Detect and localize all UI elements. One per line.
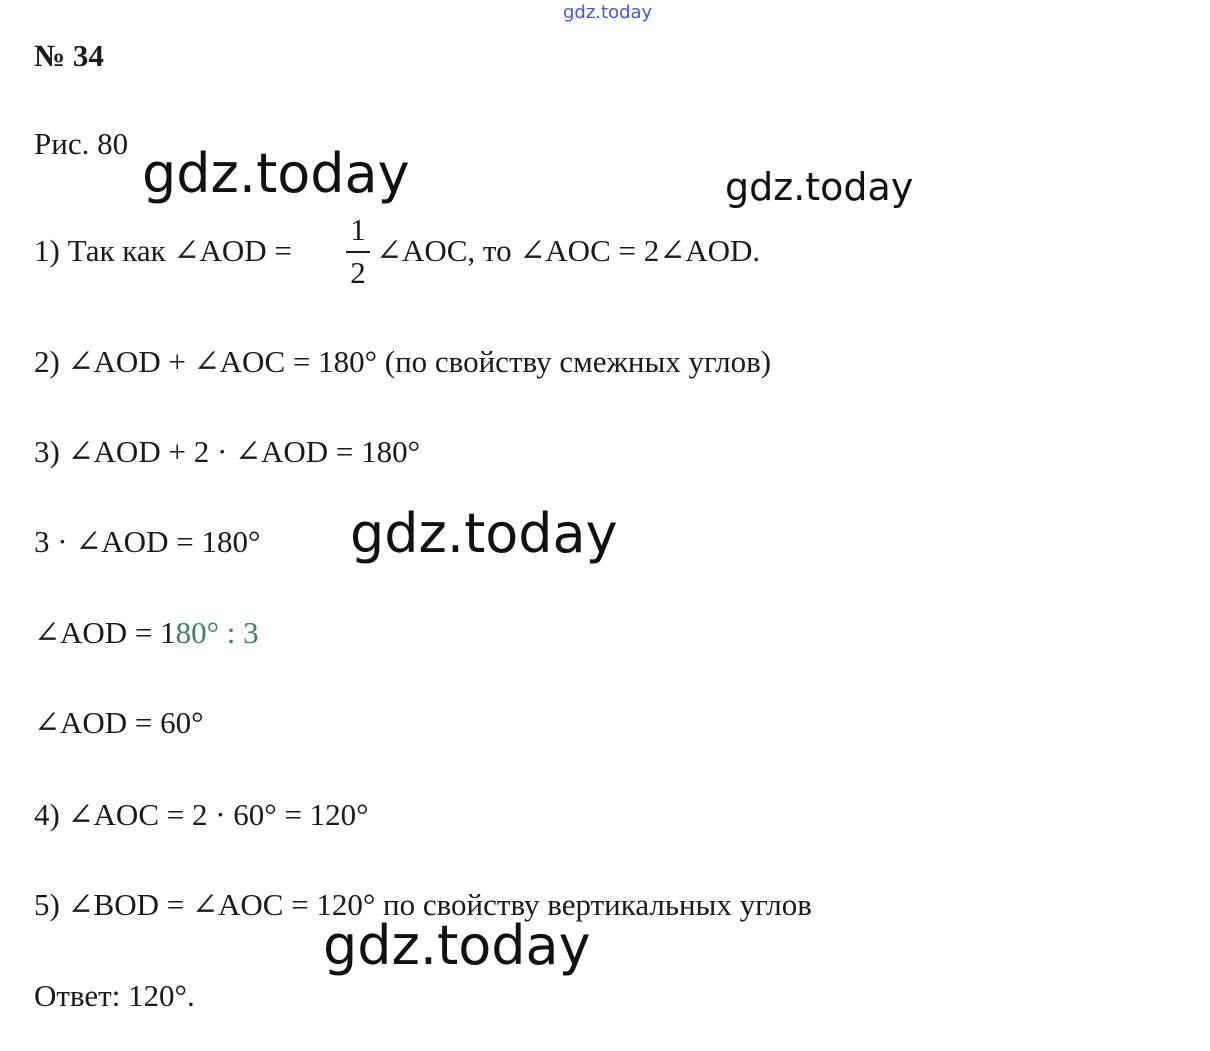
- step-3d: ∠AOD = 60°: [34, 705, 204, 740]
- fraction-denominator: 2: [350, 255, 366, 290]
- step-4: 4) ∠AOC = 2 · 60° = 120°: [34, 797, 369, 832]
- watermark-top: gdz.today: [563, 2, 653, 23]
- answer: Ответ: 120°.: [34, 978, 195, 1013]
- watermark: gdz.today: [142, 142, 410, 205]
- fraction-bar: [346, 251, 370, 253]
- problem-number: № 34: [34, 38, 104, 73]
- fraction-one-half: [342, 212, 374, 292]
- step-1-left: 1) Так как ∠AOD =: [34, 233, 292, 268]
- watermark: gdz.today: [323, 914, 591, 977]
- step-3b: 3 · ∠AOD = 180°: [34, 524, 261, 559]
- step-3c-mid: 80° : 3: [175, 615, 259, 650]
- step-3c: [34, 615, 259, 651]
- fraction-numerator: 1: [350, 212, 366, 247]
- watermark: gdz.today: [350, 502, 618, 565]
- step-5: 5) ∠BOD = ∠AOC = 120° по свойству вертикальных углов: [34, 887, 812, 922]
- step-1-right: ∠AOC, то ∠AOC = 2∠AOD.: [376, 233, 761, 268]
- step-3c-left: ∠AOD = 1: [34, 615, 176, 650]
- step-2: 2) ∠AOD + ∠AOC = 180° (по свойству смежных углов): [34, 344, 772, 379]
- watermark: gdz.today: [725, 165, 914, 209]
- step-3: 3) ∠AOD + 2 · ∠AOD = 180°: [34, 434, 421, 469]
- figure-reference: Рис. 80: [34, 126, 129, 161]
